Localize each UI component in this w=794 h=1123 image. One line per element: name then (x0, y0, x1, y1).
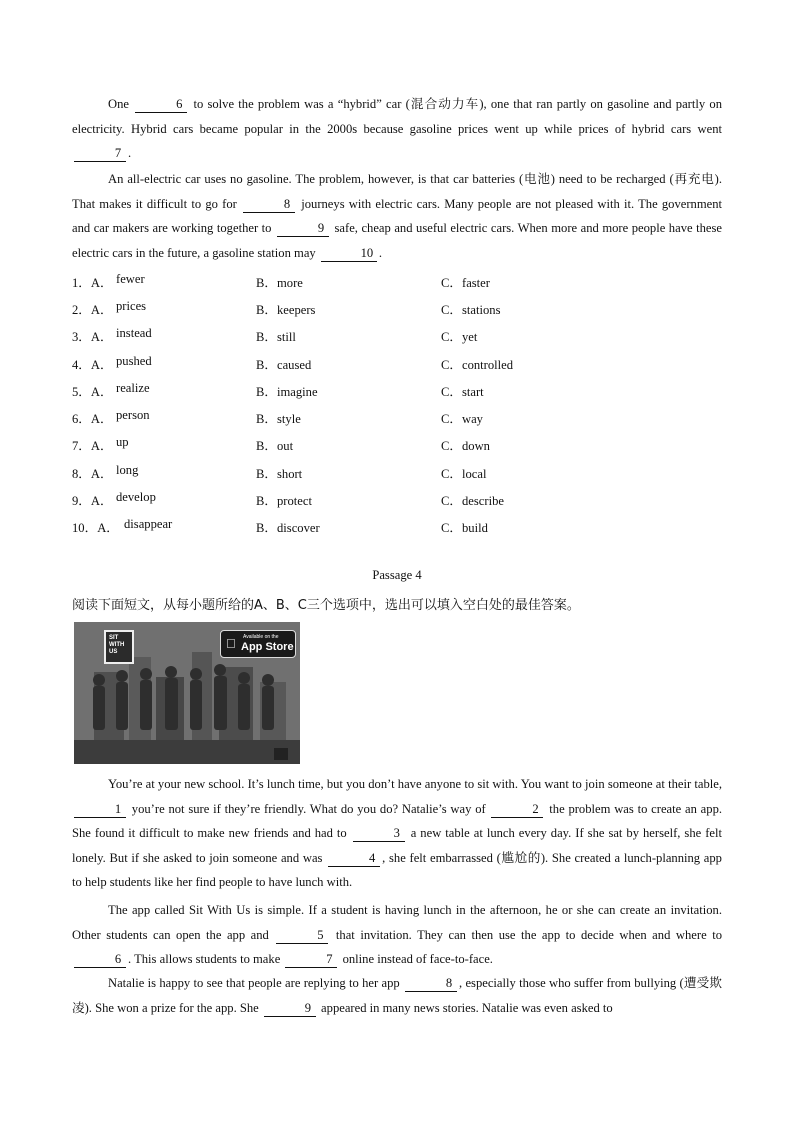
passage4-paragraph-1 (72, 772, 722, 895)
blank-1: 1 (74, 801, 126, 818)
question-number: 10．A． (72, 521, 119, 535)
option-c[interactable]: C．faster (441, 276, 490, 290)
blank-4: 4 (328, 850, 380, 867)
passage3-paragraph-1 (72, 92, 722, 166)
text: online instead of face-to-face. (339, 952, 493, 967)
text: you’re not sure if they’re friendly. What do you do? Natalie’s way of (128, 801, 490, 816)
blank-9: 9 (264, 1000, 316, 1017)
text: to solve the problem was a “hybrid” car (混合动力车), one that ran partly on gasoline and partly on electricity. Hybrid cars became popular in the 2000s because gasoline prices went up while prices of hybrid cars went (72, 97, 722, 136)
badge-small-text: Available on the (243, 634, 279, 640)
option-b[interactable]: B．discover (256, 521, 320, 535)
text: The app called Sit With Us is simple. If a student is having lunch in the afternoon, he or she can create an invitation. Other students can open the app and (72, 903, 722, 942)
option-b[interactable]: B．imagine (256, 385, 318, 399)
blank-7: 7 (285, 951, 337, 968)
instruction-text: 阅读下面短文，从每小题所给的A、B、C三个选项中，选出可以填入空白处的最佳答案。 (72, 598, 580, 613)
option-c[interactable]: C．controlled (441, 358, 514, 372)
option-a[interactable]: develop (116, 490, 156, 504)
question-number: 7．A． (72, 439, 113, 453)
option-b[interactable]: B．short (256, 467, 303, 481)
sit-with-us-app-image (74, 622, 300, 764)
option-b[interactable]: B．more (256, 276, 303, 290)
question-number: 9．A． (72, 494, 113, 508)
text: appeared in many news stories. Natalie was even asked to (317, 1000, 613, 1015)
blank-5: 5 (276, 927, 328, 944)
option-b[interactable]: B．out (256, 439, 294, 453)
text: the problem was to create an app. She found it difficult to make new friends and had to (72, 801, 723, 841)
text: One (108, 97, 134, 111)
option-a[interactable]: up (116, 435, 129, 449)
question-number: 3．A． (72, 330, 113, 344)
option-c[interactable]: C．stations (441, 303, 501, 317)
option-row (72, 272, 722, 292)
blank-6: 6 (74, 951, 126, 968)
option-c[interactable]: C．describe (441, 494, 504, 508)
option-row (72, 490, 722, 510)
option-c[interactable]: C．local (441, 467, 487, 481)
blank-7: 7 (74, 145, 126, 162)
option-row (72, 354, 722, 374)
apple-icon (226, 636, 236, 651)
option-a[interactable]: pushed (116, 354, 152, 368)
text: An all-electric car uses no gasoline. The problem, however, is that car batteries (电池) need to be recharged (再充电). That makes it difficult to go for (72, 172, 722, 211)
question-number: 2．A． (72, 303, 113, 317)
option-b[interactable]: B．keepers (256, 303, 316, 317)
option-a[interactable]: long (116, 463, 139, 477)
option-a[interactable]: disappear (124, 517, 173, 531)
text: safe, cheap and useful electric cars. When more and more people have these electric cars in the future, a gasoline station may (72, 221, 722, 260)
option-row (72, 517, 722, 537)
option-c[interactable]: C．way (441, 412, 483, 426)
option-c[interactable]: C．build (441, 521, 488, 535)
question-number: 6．A． (72, 412, 113, 426)
option-a[interactable]: person (116, 408, 150, 422)
text: that invitation. They can then use the app to decide when and where to (330, 927, 722, 942)
sit-with-us-logo: SIT WITH US (104, 630, 134, 664)
text: a new table at lunch every day. If she sat by herself, she felt lonely. But if she asked to join someone and was (72, 826, 722, 865)
question-number: 4．A． (72, 358, 113, 372)
option-row (72, 326, 722, 346)
passage3-paragraph-2 (72, 167, 722, 265)
option-row (72, 463, 722, 483)
app-store-badge[interactable] (220, 630, 296, 658)
text: . (128, 146, 132, 161)
text: , she felt embarrassed (尴尬的). She created a lunch-planning app to help students like her find people to have lunch with. (72, 850, 722, 890)
text: . This allows students to make (128, 952, 284, 967)
text: You’re at your new school. It’s lunch time, but you don’t have anyone to sit with. You want to join someone at their table, (108, 777, 722, 791)
passage4-paragraph-3 (72, 971, 722, 1020)
option-a[interactable]: realize (116, 381, 150, 395)
option-row (72, 381, 722, 401)
option-b[interactable]: B．still (256, 330, 296, 344)
question-number: 5．A． (72, 385, 113, 399)
option-b[interactable]: B．style (256, 412, 301, 426)
option-a[interactable]: prices (116, 299, 147, 313)
option-c[interactable]: C．yet (441, 330, 478, 344)
option-b[interactable]: B．protect (256, 494, 312, 508)
badge-big-text: App Store (241, 641, 294, 653)
passage4-paragraph-2 (72, 898, 722, 972)
blank-6: 6 (135, 96, 187, 113)
question-number: 8．A． (72, 467, 113, 481)
passage-title: Passage 4 (372, 568, 422, 582)
question-number: 1．A． (72, 276, 113, 290)
option-c[interactable]: C．down (441, 439, 490, 453)
blank-8: 8 (243, 196, 295, 213)
blank-8: 8 (405, 975, 457, 992)
text: . (378, 245, 383, 260)
option-row (72, 299, 722, 319)
option-b[interactable]: B．caused (256, 358, 312, 372)
option-c[interactable]: C．start (441, 385, 484, 399)
blank-10: 10 (321, 245, 377, 262)
text: Natalie is happy to see that people are replying to her app (108, 976, 403, 990)
text: , especially those who suffer from bullying (遭受欺凌). She won a prize for the app. She (72, 976, 723, 1015)
option-row (72, 408, 722, 428)
option-a[interactable]: instead (116, 326, 152, 340)
blank-3: 3 (353, 825, 405, 842)
option-row (72, 435, 722, 455)
blank-9: 9 (277, 220, 329, 237)
blank-2: 2 (491, 801, 543, 818)
text: journeys with electric cars. Many people are not pleased with it. The government and car makers are working together to (72, 196, 723, 236)
option-a[interactable]: fewer (116, 272, 145, 286)
